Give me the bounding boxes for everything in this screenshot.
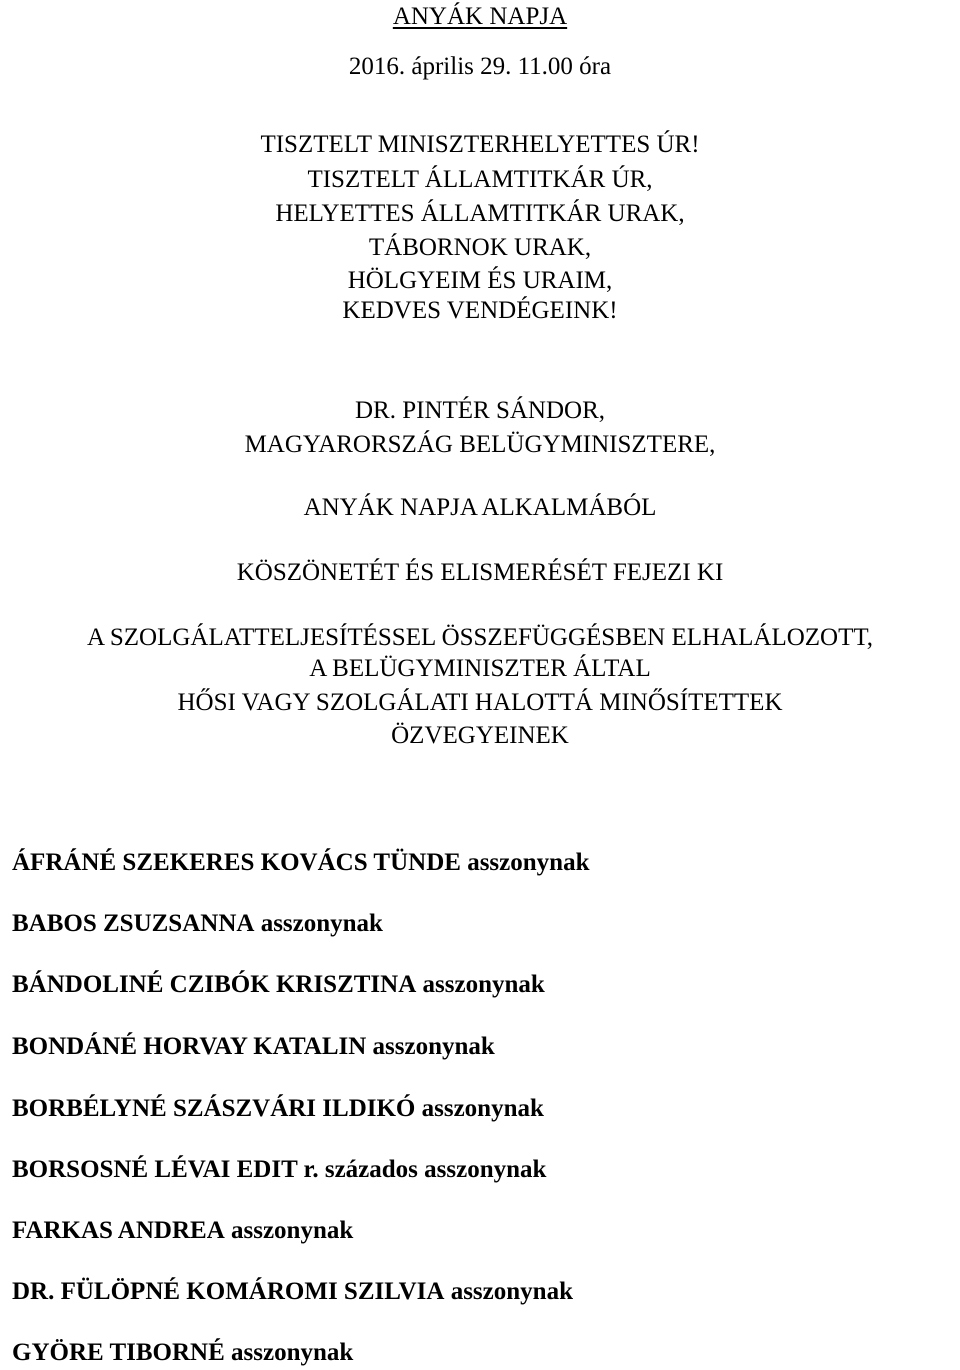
document-title: ANYÁK NAPJA <box>392 3 568 30</box>
recipients-line: A SZOLGÁLATTELJESÍTÉSSEL ÖSSZEFÜGGÉSBEN ELHALÁLOZOTT, <box>86 624 874 651</box>
list-item <box>12 1032 952 1062</box>
honoree-name: GYÖRE TIBORNÉ <box>12 1339 225 1366</box>
honoree-suffix: százados asszonynak <box>324 1156 547 1183</box>
honoree-suffix: asszonynak <box>421 1095 544 1122</box>
honoree-name: DR. FÜLÖPNÉ KOMÁROMI SZILVIA <box>12 1278 445 1305</box>
recipients-line: A BELÜGYMINISZTER ÁLTAL <box>309 655 651 682</box>
salutation-line: TISZTELT MINISZTERHELYETTES ÚR! <box>260 131 700 158</box>
action-line: KÖSZÖNETÉT ÉS ELISMERÉSÉT FEJEZI KI <box>236 559 724 586</box>
list-item <box>12 1155 952 1185</box>
honoree-name: BONDÁNÉ HORVAY KATALIN <box>12 1033 367 1060</box>
honoree-suffix: asszonynak <box>467 849 590 876</box>
honoree-name: ÁFRÁNÉ SZEKERES KOVÁCS TÜNDE <box>12 849 461 876</box>
honoree-name: BORBÉLYNÉ SZÁSZVÁRI ILDIKÓ <box>12 1095 416 1122</box>
honoree-suffix: asszonynak <box>372 1033 495 1060</box>
honoree-name: FARKAS ANDREA <box>12 1217 225 1244</box>
minister-title: MAGYARORSZÁG BELÜGYMINISZTERE, <box>244 431 716 458</box>
salutation-line: KEDVES VENDÉGEINK! <box>342 297 618 324</box>
list-item <box>12 1094 952 1124</box>
recipients-line: ÖZVEGYEINEK <box>391 722 569 749</box>
list-item <box>12 1338 952 1368</box>
event-date: 2016. április 29. 11.00 óra <box>348 53 612 80</box>
honoree-suffix: asszonynak <box>450 1278 573 1305</box>
recipients-line: HŐSI VAGY SZOLGÁLATI HALOTTÁ MINŐSÍTETTEK <box>177 689 783 716</box>
honoree-suffix: asszonynak <box>260 910 383 937</box>
list-item <box>12 1277 952 1307</box>
honoree-name: BORSOSNÉ LÉVAI EDIT r. <box>12 1156 319 1183</box>
honoree-name: BÁNDOLINÉ CZIBÓK KRISZTINA <box>12 971 417 998</box>
salutation-line: HÖLGYEIM ÉS URAIM, <box>347 267 613 294</box>
list-item <box>12 909 952 939</box>
honoree-suffix: asszonynak <box>231 1339 354 1366</box>
honoree-name: BABOS ZSUZSANNA <box>12 910 255 937</box>
honoree-suffix: asszonynak <box>422 971 545 998</box>
list-item <box>12 1216 952 1246</box>
salutation-line: HELYETTES ÁLLAMTITKÁR URAK, <box>275 200 685 227</box>
occasion-line: ANYÁK NAPJA ALKALMÁBÓL <box>303 494 657 521</box>
honoree-suffix: asszonynak <box>231 1217 354 1244</box>
minister-name: DR. PINTÉR SÁNDOR, <box>354 397 606 424</box>
list-item <box>12 848 952 878</box>
salutation-line: TISZTELT ÁLLAMTITKÁR ÚR, <box>307 166 653 193</box>
salutation-line: TÁBORNOK URAK, <box>368 234 592 261</box>
list-item <box>12 970 952 1000</box>
